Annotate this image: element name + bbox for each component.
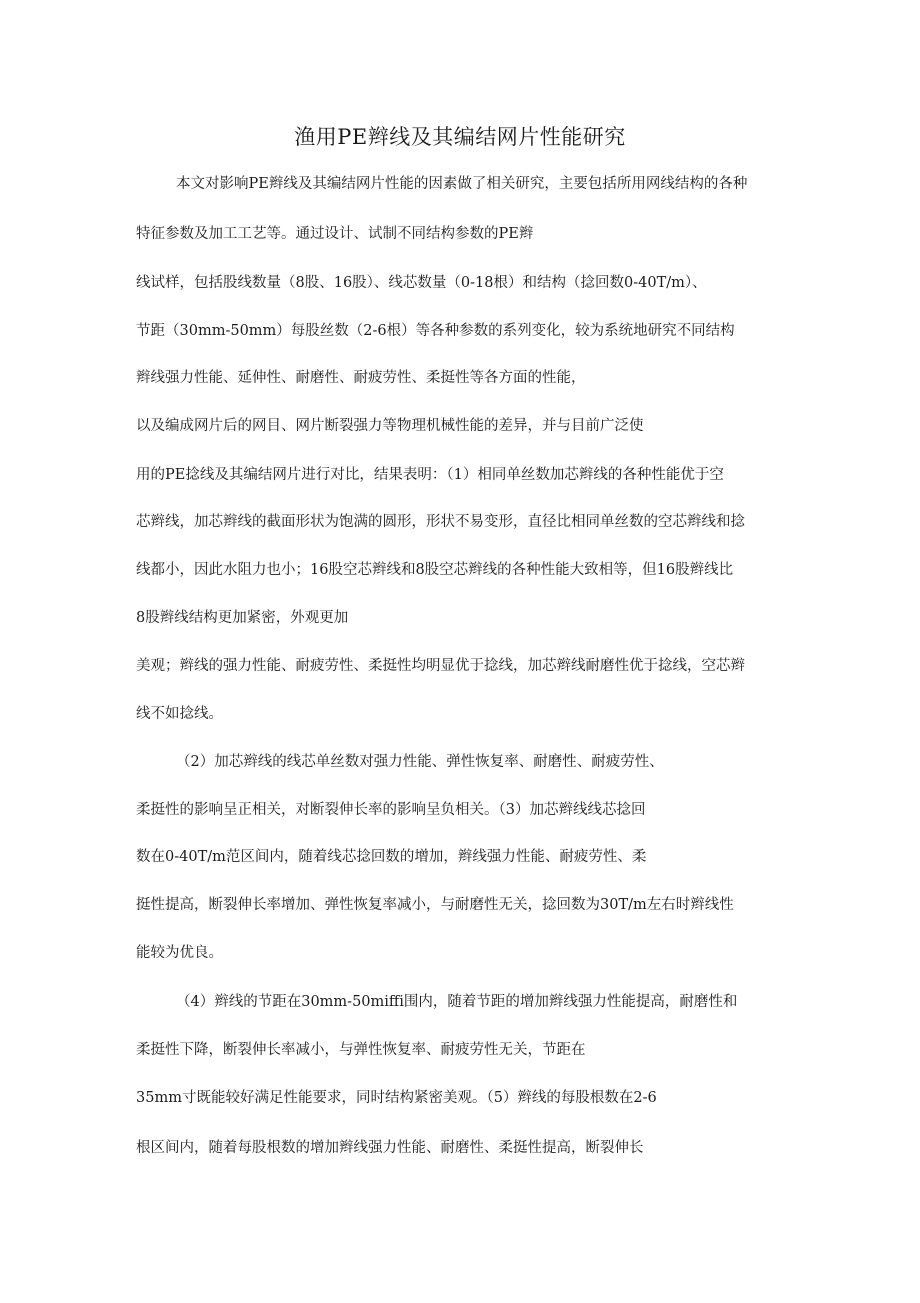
paragraph-line: 8股辫线结构更加紧密，外观更加 — [136, 610, 349, 626]
paragraph-line: 节距（30mm-50mm）每股丝数（2-6根）等各种参数的系列变化，较为系统地研究不同结构 — [136, 323, 735, 339]
paragraph-line: 美观；辫线的强力性能、耐疲劳性、柔挺性均明显优于捻线，加芯辫线耐磨性优于捻线，空芯辫 — [136, 658, 745, 674]
paragraph-line: 线都小，因此水阻力也小；16股空芯辫线和8股空芯辫线的各种性能大致相等，但16股辫线比 — [136, 562, 734, 578]
paragraph-line: 能较为优良。 — [136, 945, 223, 961]
paragraph-line: 以及编成网片后的网目、网片断裂强力等物理机械性能的差异，并与目前广泛使 — [136, 418, 644, 434]
paragraph-line: （4）辫线的节距在30mm-50miffi围内，随着节距的增加辫线强力性能提高，耐磨性和 — [176, 994, 738, 1010]
paragraph-line: 芯辫线，加芯辫线的截面形状为饱满的圆形，形状不易变形，直径比相同单丝数的空芯辫线和捻 — [136, 514, 745, 530]
paragraph-line: 辫线强力性能、延伸性、耐磨性、耐疲劳性、柔挺性等各方面的性能， — [136, 370, 586, 386]
paragraph-line: 特征参数及加工工艺等。通过设计、试制不同结构参数的PE辫 — [136, 226, 534, 242]
paragraph-line: 用的PE捻线及其编结网片进行对比，结果表明：（1）相同单丝数加芯辫线的各种性能优于空 — [136, 467, 724, 483]
paragraph-line: 根区间内，随着每股根数的增加辫线强力性能、耐磨性、柔挺性提高，断裂伸长 — [136, 1140, 644, 1156]
paragraph-line: 本文对影响PE辫线及其编结网片性能的因素做了相关研究，主要包括所用网线结构的各种 — [176, 176, 748, 192]
paragraph-line: 柔挺性下降，断裂伸长率减小，与弹性恢复率、耐疲劳性无关，节距在 — [136, 1042, 586, 1058]
paragraph-line: 35mm寸既能较好满足性能要求，同时结构紧密美观。（5）辫线的每股根数在2-6 — [136, 1090, 657, 1106]
document-title: 渔用PE辫线及其编结网片性能研究 — [294, 125, 626, 149]
paragraph-line: 线试样，包括股线数量（8股、16股）、线芯数量（0-18根）和结构（捻回数0-40T/m）、 — [136, 275, 707, 291]
paragraph-line: 线不如捻线。 — [136, 706, 223, 722]
paragraph-line: 挺性提高，断裂伸长率增加、弹性恢复率减小，与耐磨性无关，捻回数为30T/m左右时辫线性 — [136, 897, 734, 913]
paragraph-line: 柔挺性的影响呈正相关，对断裂伸长率的影响呈负相关。（3）加芯辫线线芯捻回 — [136, 802, 646, 818]
paragraph-line: 数在0-40T/m范区间内，随着线芯捻回数的增加，辫线强力性能、耐疲劳性、柔 — [136, 849, 647, 865]
paragraph-line: （2）加芯辫线的线芯单丝数对强力性能、弹性恢复率、耐磨性、耐疲劳性、 — [176, 754, 664, 770]
